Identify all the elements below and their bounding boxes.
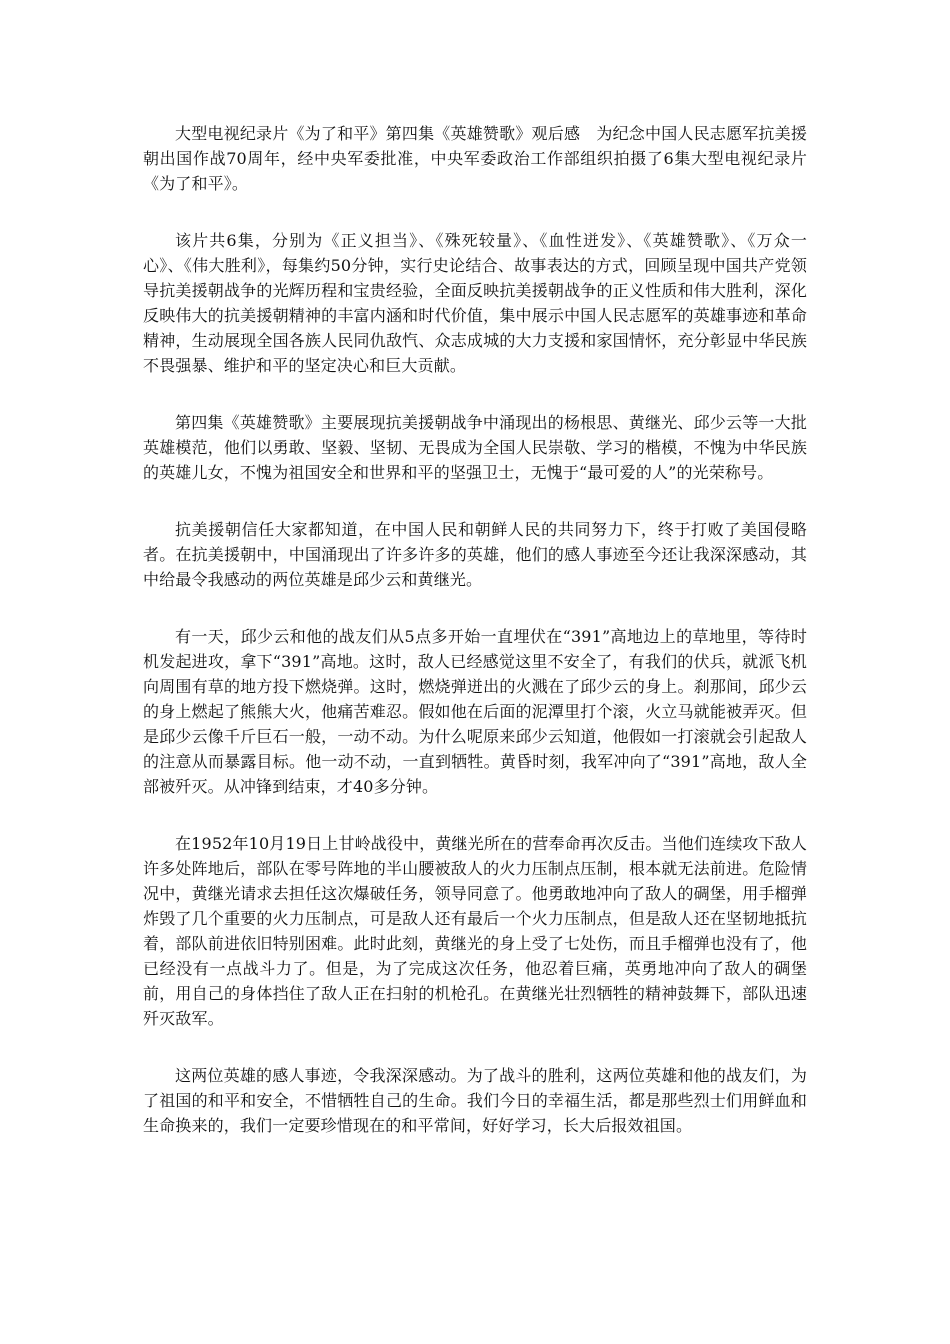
paragraph-qiu-shaoyun: 有一天，邱少云和他的战友们从5点多开始一直埋伏在“391”高地边上的草地里，等待时机发起进攻，拿下“391”高地。这时，敌人已经感觉这里不安全了，有我们的伏兵，就派飞机向周围有草的地方投下燃烧弹。这时，燃烧弹迸出的火溅在了邱少云的身上。刹那间，邱少云的身上燃起了熊熊大火，他痛苦难忍。假如他在后面的泥潭里打个滚，火立马就能被弄灭。但是邱少云像千斤巨石一般，一动不动。为什么呢原来邱少云知道，他假如一打滚就会引起敌人的注意从而暴露目标。他一动不动，一直到牺牲。黄昏时刻，我军冲向了“391”高地，敌人全部被歼灭。从冲锋到结束，才40多分钟。 — [143, 627, 807, 796]
paragraph-conclusion: 这两位英雄的感人事迹，令我深深感动。为了战斗的胜利，这两位英雄和他的战友们，为了祖国的和平和安全，不惜牺牲自己的生命。我们今日的幸福生活，都是那些烈士们用鲜血和生命换来的，我们一定要珍惜现在的和平常间，好好学习，长大后报效祖国。 — [143, 1066, 807, 1135]
paragraph-series-overview: 该片共6集，分别为《正义担当》、《殊死较量》、《血性迸发》、《英雄赞歌》、《万众一心》、《伟大胜利》，每集约50分钟，实行史论结合、故事表达的方式，回顾呈现中国共产党领导抗美援朝战争的光辉历程和宝贵经验，全面反映抗美援朝战争的正义性质和伟大胜利，深化反映伟大的抗美援朝精神的丰富内涵和时代价值，集中展示中国人民志愿军的英雄事迹和革命精神，生动展现全国各族人民同仇敌忾、众志成城的大力支援和家国情怀，充分彰显中华民族不畏强暴、维护和平的坚定决心和巨大贡献。 — [143, 231, 807, 375]
document-body — [143, 121, 807, 1138]
paragraph-heroes-intro: 抗美援朝信任大家都知道，在中国人民和朝鲜人民的共同努力下，终于打败了美国侵略者。在抗美援朝中，中国涌现出了许多许多的英雄，他们的感人事迹至今还让我深深感动，其中给最令我感动的两位英雄是邱少云和黄继光。 — [143, 520, 807, 589]
paragraph-huang-jiguang: 在1952年10月19日上甘岭战役中，黄继光所在的营奉命再次反击。当他们连续攻下敌人许多处阵地后，部队在零号阵地的半山腰被敌人的火力压制点压制，根本就无法前进。危险情况中，黄继光请求去担任这次爆破任务，领导同意了。他勇敢地冲向了敌人的碉堡，用手榴弹炸毁了几个重要的火力压制点，可是敌人还有最后一个火力压制点，但是敌人还在坚韧地抵抗着，部队前进依旧特别困难。此时此刻，黄继光的身上受了七处伤，而且手榴弹也没有了，他已经没有一点战斗力了。但是，为了完成这次任务，他忍着巨痛，英勇地冲向了敌人的碉堡前，用自己的身体挡住了敌人正在扫射的机枪孔。在黄继光壮烈牺牲的精神鼓舞下，部队迅速歼灭敌军。 — [143, 834, 807, 1028]
paragraph-episode-four: 第四集《英雄赞歌》主要展现抗美援朝战争中涌现出的杨根思、黄继光、邱少云等一大批英雄模范，他们以勇敢、坚毅、坚韧、无畏成为全国人民崇敬、学习的楷模，不愧为中华民族的英雄儿女，不愧为祖国安全和世界和平的坚强卫士，无愧于“最可爱的人”的光荣称号。 — [143, 413, 807, 482]
paragraph-intro: 大型电视纪录片《为了和平》第四集《英雄赞歌》观后感 为纪念中国人民志愿军抗美援朝出国作战70周年，经中央军委批准，中央军委政治工作部组织拍摄了6集大型电视纪录片《为了和平》。 — [143, 124, 807, 193]
